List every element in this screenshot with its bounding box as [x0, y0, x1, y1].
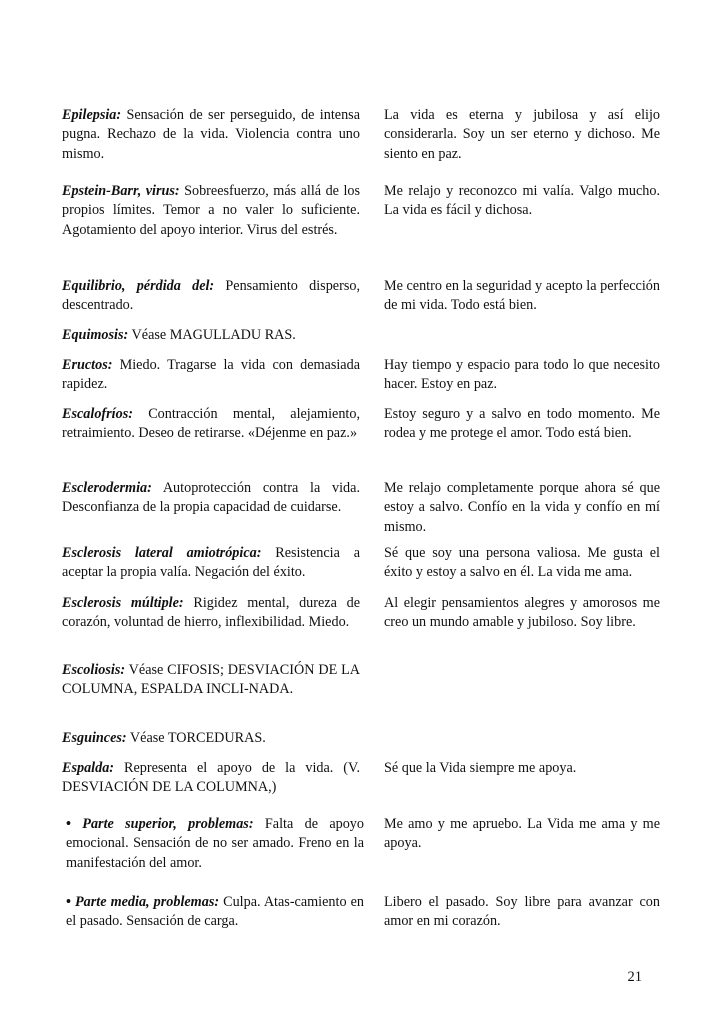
entry-term: Eructos:: [62, 357, 113, 373]
entry-term: Epilepsia:: [62, 107, 122, 123]
entry-row: [62, 893, 660, 943]
entry-row: [62, 815, 660, 893]
entry-cause: [62, 326, 660, 345]
entry-cause: [62, 479, 360, 518]
entry-cause-text: Pensamiento disperso, descentrado.: [62, 278, 360, 314]
entry-cause: [62, 594, 360, 633]
entry-affirmation: Hay tiempo y espacio para todo lo que necesito hacer. Estoy en paz.: [384, 357, 660, 393]
entry-term: Parte superior, problemas:: [70, 816, 254, 832]
entry-term: Equilibrio, pérdida del:: [62, 278, 215, 294]
entry-term: Espalda:: [62, 760, 115, 776]
bullet-glyph: •: [66, 816, 71, 832]
entry-cause: [62, 759, 360, 798]
entry-cause-text: Autoprotección contra la vida. Desconfianza de la propia capacidad de cuidarse.: [62, 480, 360, 516]
entry-cause: [62, 277, 360, 316]
entry-affirmation: Sé que soy una persona valiosa. Me gusta el éxito y estoy a salvo en él. La vida me ama.: [384, 545, 660, 581]
entry-term: Epstein-Barr, virus:: [62, 183, 180, 199]
entry-cause: [62, 893, 364, 932]
entry-row: [62, 479, 660, 544]
entry-cause-text: Contracción mental, alejamiento, retraimiento. Deseo de retirarse. «Déjenme en paz.»: [62, 406, 360, 442]
entry-cause-text: Sensación de ser perseguido, de intensa pugna. Rechazo de la vida. Violencia contra uno mismo.: [62, 107, 360, 162]
entry-term: Escalofríos:: [62, 406, 133, 422]
entry-term: Esclerodermia:: [62, 480, 152, 496]
entry-cause-text: Representa el apoyo de la vida. (V. DESVIACIÓN DE LA COLUMNA,): [62, 760, 360, 796]
entry-row: [62, 661, 660, 729]
bullet-glyph: •: [66, 894, 71, 910]
entry-row: [62, 759, 660, 815]
entry-row: [62, 106, 660, 182]
entry-cause-text: Falta de apoyo emocional. Sensación de no ser amado. Freno en la manifestación del amor.: [66, 816, 364, 871]
entry-row: [62, 326, 660, 356]
entry-cause-text: Culpa. Atas-camiento en el pasado. Sensación de carga.: [66, 894, 364, 930]
entry-cause-text: Sobreesfuerzo, más allá de los propios límites. Temor a no valer lo suficiente. Agotamiento del apoyo interior. Virus del estrés.: [62, 183, 360, 238]
entry-term: Esclerosis lateral amiotrópica:: [62, 545, 262, 561]
entry-term: Equimosis:: [62, 327, 129, 343]
entry-cause: [62, 729, 660, 748]
entry-row: [62, 356, 660, 405]
entry-affirmation: Me amo y me apruebo. La Vida me ama y me apoya.: [384, 816, 660, 852]
entry-cause-text: Rigidez mental, dureza de corazón, voluntad de hierro, inflexibilidad. Miedo.: [62, 595, 360, 631]
entry-affirmation: Estoy seguro y a salvo en todo momento. Me rodea y me protege el amor. Todo está bien.: [384, 406, 660, 442]
entry-term: Esguinces:: [62, 730, 127, 746]
entry-cause-text: Véase MAGULLADU RAS.: [128, 327, 296, 343]
entry-row: [62, 277, 660, 326]
entry-row: [62, 729, 660, 759]
entry-cause: [62, 661, 360, 700]
entry-affirmation: Me relajo completamente porque ahora sé que estoy a salvo. Confío en la vida y confío en mí mismo.: [384, 480, 660, 535]
entry-affirmation: Al elegir pensamientos alegres y amorosos me creo un mundo amable y jubiloso. Soy libre.: [384, 595, 660, 631]
entry-affirmation: Me relajo y reconozco mi valía. Valgo mucho. La vida es fácil y dichosa.: [384, 183, 660, 219]
entry-term: Esclerosis múltiple:: [62, 595, 184, 611]
entry-cause: [62, 544, 360, 583]
entry-cause: [62, 356, 360, 395]
entry-term: Escoliosis:: [62, 662, 126, 678]
entry-row: [62, 405, 660, 479]
entry-cause: [62, 405, 360, 444]
entry-affirmation: La vida es eterna y jubilosa y así elijo considerarla. Soy un ser eterno y dichoso. Me siento en paz.: [384, 107, 660, 162]
entry-cause: [62, 182, 360, 240]
entry-cause-text: Véase CIFOSIS; DESVIACIÓN DE LA COLUMNA, ESPALDA INCLI-NADA.: [62, 662, 360, 698]
entry-row: [62, 594, 660, 661]
entry-cause-text: Resistencia a aceptar la propia valía. Negación del éxito.: [62, 545, 360, 581]
entry-affirmation: Me centro en la seguridad y acepto la perfección de mi vida. Todo está bien.: [384, 278, 660, 314]
entry-term: Parte media, problemas:: [70, 894, 220, 910]
entry-cause-text: Véase TORCEDURAS.: [126, 730, 266, 746]
entry-cause-text: Miedo. Tragarse la vida con demasiada rapidez.: [62, 357, 360, 393]
entry-affirmation: Libero el pasado. Soy libre para avanzar con amor en mi corazón.: [384, 894, 660, 930]
entry-row: [62, 182, 660, 277]
entry-cause: [62, 815, 364, 873]
page-content: [62, 106, 660, 943]
entry-row: [62, 544, 660, 594]
entry-affirmation: Sé que la Vida siempre me apoya.: [384, 760, 577, 776]
page-number: 21: [627, 969, 642, 985]
entry-cause: [62, 106, 360, 164]
